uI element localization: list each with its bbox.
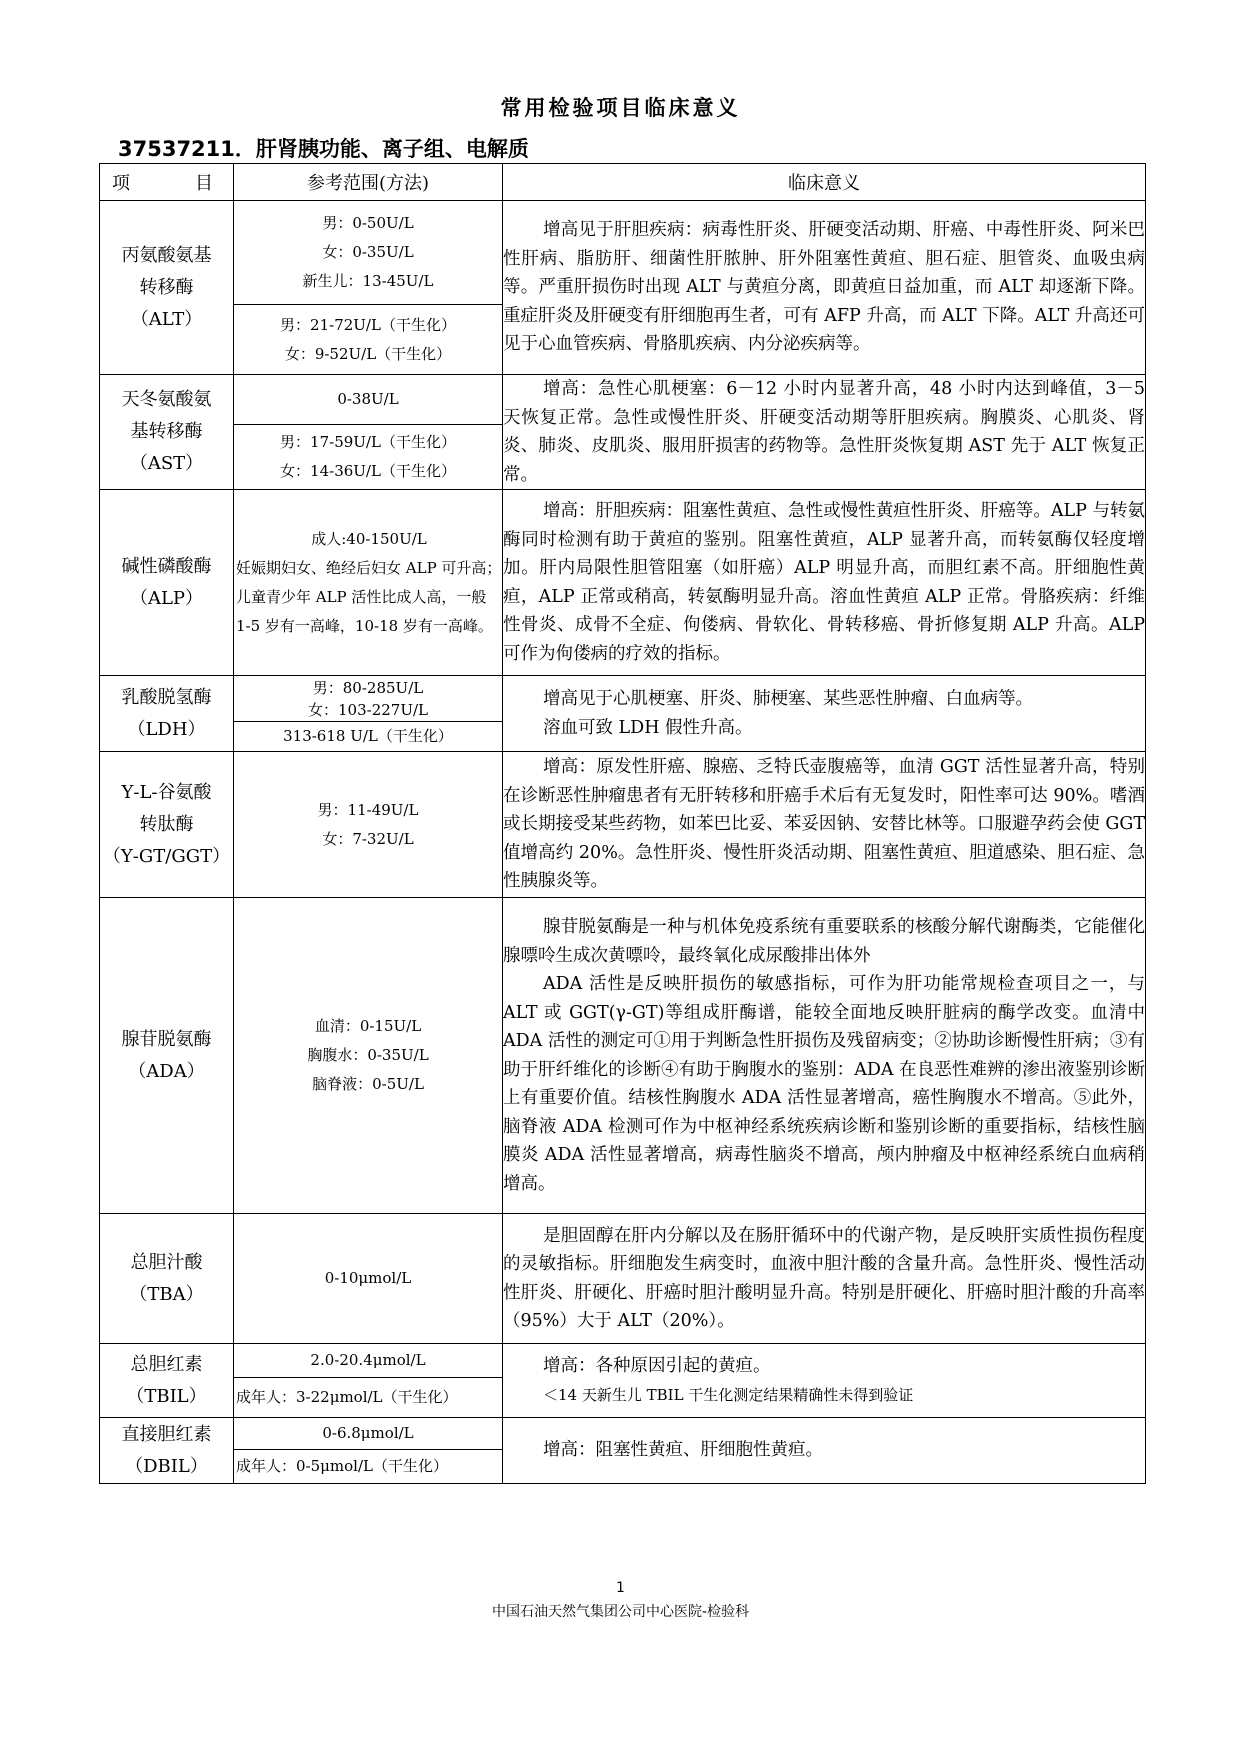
range-ldh-standard: 男：80-285U/L 女：103-227U/L <box>234 676 503 722</box>
item-name-ldh: 乳酸脱氢酶 （LDH） <box>100 676 234 752</box>
lab-items-table <box>99 163 1146 1484</box>
table-header-row <box>100 164 1146 201</box>
meaning-dbil: 增高：阻塞性黄疸、肝细胞性黄疸。 <box>503 1418 1146 1484</box>
table-row-alp <box>100 490 1146 676</box>
range-ast-dry: 男：17-59U/L（干生化） 女：14-36U/L（干生化） <box>234 424 503 489</box>
range-dbil-dry: 成年人：0-5μmol/L（干生化） <box>234 1450 503 1484</box>
table-row-alt <box>100 201 1146 305</box>
range-alp: 成人:40-150U/L 妊娠期妇女、绝经后妇女 ALP 可升高；儿童青少年 ALP 活性比成人高，一般 1-5 岁有一高峰，10-18 岁有一高峰。 <box>234 490 503 676</box>
item-name-ada: 腺苷脱氨酶 （ADA） <box>100 898 234 1214</box>
header-meaning: 临床意义 <box>503 164 1146 201</box>
meaning-tbil: 增高：各种原因引起的黄疸。 ＜14 天新生儿 TBIL 干生化测定结果精确性未得到验证 <box>503 1344 1146 1418</box>
range-ast-standard: 0-38U/L <box>234 375 503 425</box>
meaning-ast: 增高：急性心肌梗塞：6－12 小时内显著升高，48 小时内达到峰值，3－5 天恢复正常。急性或慢性肝炎、肝硬变活动期等肝胆疾病。胸膜炎、心肌炎、肾炎、肺炎、皮肌炎、服用肝损害的药物等。急性肝炎恢复期 AST 先于 ALT 恢复正常。 <box>503 375 1146 490</box>
item-name-ggt: Υ-L-谷氨酸 转肽酶 （Υ-GT/GGT） <box>100 752 234 898</box>
table-row-ast <box>100 375 1146 425</box>
footer-organization: 中国石油天然气集团公司中心医院-检验科 <box>491 1604 750 1620</box>
item-name-alt: 丙氨酸氨基 转移酶 （ALT） <box>100 201 234 375</box>
range-alt-dry: 男：21-72U/L（干生化） 女：9-52U/L（干生化） <box>234 305 503 375</box>
table-row-ggt <box>100 752 1146 898</box>
item-name-ast: 天冬氨酸氨 基转移酶 （AST） <box>100 375 234 490</box>
item-name-tba: 总胆汁酸 （TBA） <box>100 1214 234 1344</box>
section-title: 37537211．肝肾胰功能、离子组、电解质 <box>118 137 529 161</box>
range-tbil-standard: 2.0-20.4μmol/L <box>234 1344 503 1378</box>
header-item: 项 目 <box>100 164 234 201</box>
table-row-ldh <box>100 676 1146 722</box>
range-tbil-dry: 成年人：3-22μmol/L（干生化） <box>234 1378 503 1418</box>
item-name-alp: 碱性磷酸酶 （ALP） <box>100 490 234 676</box>
document-title: 常用检验项目临床意义 <box>500 96 741 120</box>
table-row-dbil <box>100 1418 1146 1450</box>
meaning-alt: 增高见于肝胆疾病：病毒性肝炎、肝硬变活动期、肝癌、中毒性肝炎、阿米巴性肝病、脂肪肝、细菌性肝脓肿、肝外阻塞性黄疸、胆石症、胆管炎、血吸虫病等。严重肝损伤时出现 ALT 与黄疸分离，即黄疸日益加重，而 ALT 却逐渐下降。重症肝炎及肝硬变有肝细胞再生者，可有 AFP 升高，而 ALT 下降。ALT 升高还可见于心血管疾病、骨胳肌疾病、内分泌疾病等。 <box>503 201 1146 375</box>
meaning-ldh: 增高见于心肌梗塞、肝炎、肺梗塞、某些恶性肿瘤、白血病等。 溶血可致 LDH 假性升高。 <box>503 676 1146 752</box>
range-dbil-standard: 0-6.8μmol/L <box>234 1418 503 1450</box>
table-row-tba <box>100 1214 1146 1344</box>
range-alt-standard: 男：0-50U/L 女：0-35U/L 新生儿：13-45U/L <box>234 201 503 305</box>
meaning-tba: 是胆固醇在肝内分解以及在肠肝循环中的代谢产物，是反映肝实质性损伤程度的灵敏指标。肝细胞发生病变时，血液中胆汁酸的含量升高。急性肝炎、慢性活动性肝炎、肝硬化、肝癌时胆汁酸明显升高。特别是肝硬化、肝癌时胆汁酸的升高率（95%）大于 ALT（20%）。 <box>503 1214 1146 1344</box>
range-ada: 血清：0-15U/L 胸腹水：0-35U/L 脑脊液：0-5U/L <box>234 898 503 1214</box>
page-number: 1 <box>616 1580 625 1596</box>
table-row-ada <box>100 898 1146 1214</box>
range-tba: 0-10μmol/L <box>234 1214 503 1344</box>
header-range: 参考范围(方法) <box>234 164 503 201</box>
range-ggt: 男：11-49U/L 女：7-32U/L <box>234 752 503 898</box>
meaning-ggt: 增高：原发性肝癌、腺癌、乏特氏壶腹癌等，血清 GGT 活性显著升高，特别在诊断恶性肿瘤患者有无肝转移和肝癌手术后有无复发时，阳性率可达 90%。嗜酒或长期接受某些药物，如苯巴比妥、苯妥因钠、安替比林等。口服避孕药会使 GGT 值增高约 20%。急性肝炎、慢性肝炎活动期、阻塞性黄疸、胆道感染、胆石症、急性胰腺炎等。 <box>503 752 1146 898</box>
meaning-alp: 增高：肝胆疾病：阻塞性黄疸、急性或慢性黄疸性肝炎、肝癌等。ALP 与转氨酶同时检测有助于黄疸的鉴别。阻塞性黄疸，ALP 显著升高，而转氨酶仅轻度增加。肝内局限性胆管阻塞（如肝癌）ALP 明显升高，而胆红素不高。肝细胞性黄疸，ALP 正常或稍高，转氨酶明显升高。溶血性黄疸 ALP 正常。骨胳疾病：纤维性骨炎、成骨不全症、佝偻病、骨软化、骨转移癌、骨折修复期 ALP 升高。ALP 可作为佝偻病的疗效的指标。 <box>503 490 1146 676</box>
table-row-tbil <box>100 1344 1146 1378</box>
range-ldh-dry: 313-618 U/L（干生化） <box>234 722 503 752</box>
item-name-tbil: 总胆红素 （TBIL） <box>100 1344 234 1418</box>
meaning-ada: 腺苷脱氨酶是一种与机体免疫系统有重要联系的核酸分解代谢酶类，它能催化腺嘌呤生成次黄嘌呤，最终氧化成尿酸排出体外 ADA 活性是反映肝损伤的敏感指标，可作为肝功能常规检查项目之一，与 ALT 或 GGT(γ-GT)等组成肝酶谱，能较全面地反映肝脏病的酶学改变。血清中 ADA 活性的测定可①用于判断急性肝损伤及残留病变；②协助诊断慢性肝病；③有助于肝纤维化的诊断④有助于胸腹水的鉴别：ADA 在良恶性难辨的渗出液鉴别诊断上有重要价值。结核性胸腹水 ADA 活性显著增高，癌性胸腹水不增高。⑤此外，脑脊液 ADA 检测可作为中枢神经系统疾病诊断和鉴别诊断的重要指标，结核性脑膜炎 ADA 活性显著增高，病毒性脑炎不增高，颅内肿瘤及中枢神经系统白血病稍增高。 <box>503 898 1146 1214</box>
item-name-dbil: 直接胆红素 （DBIL） <box>100 1418 234 1484</box>
